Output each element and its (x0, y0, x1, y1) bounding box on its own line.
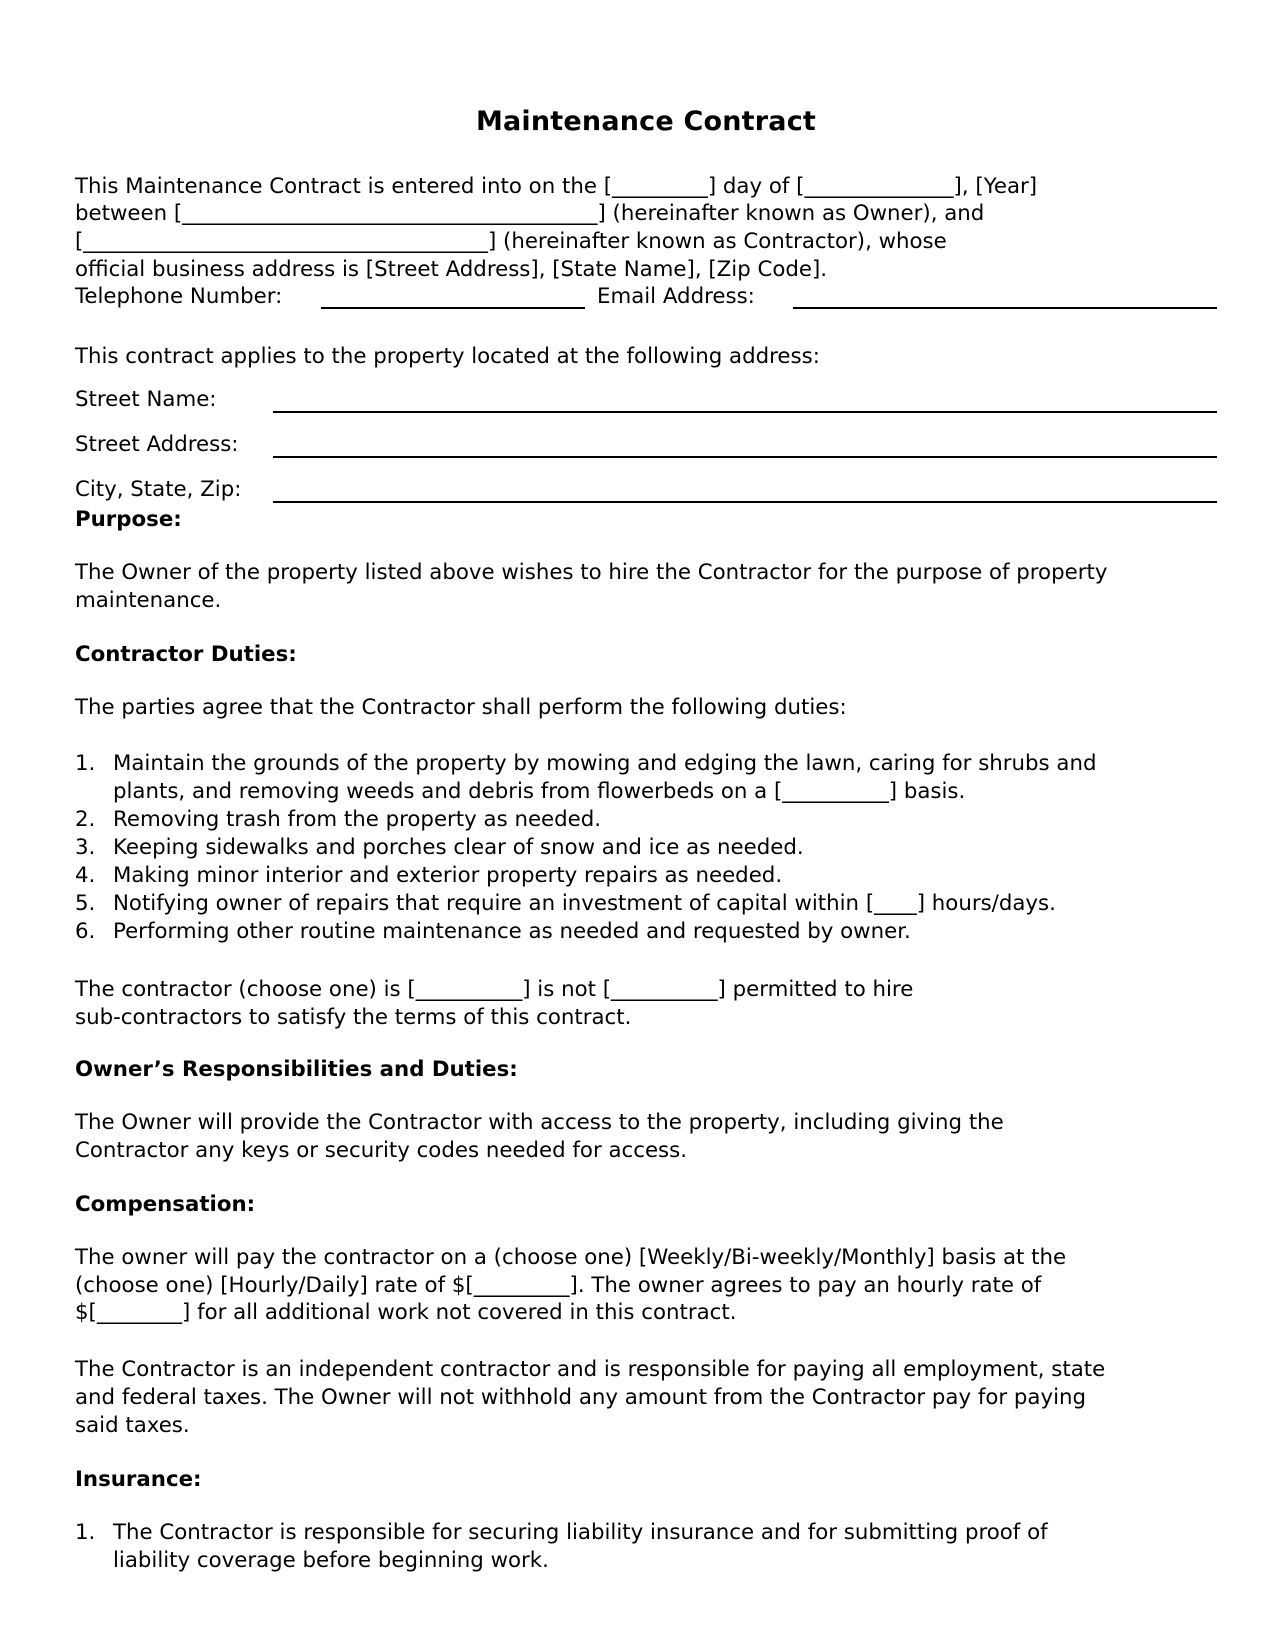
contractor-duties-intro: The parties agree that the Contractor shall perform the following duties: (75, 695, 847, 720)
list-text: The Contractor is responsible for securing liability insurance and for submitting proof of (113, 1520, 1048, 1545)
list-number: 3. (75, 835, 96, 860)
intro-line-1: This Maintenance Contract is entered into on the [_________] day of [______________], [Year] (75, 174, 1038, 199)
city-state-zip-label: City, State, Zip: (75, 477, 242, 502)
intro-line-4: official business address is [Street Address], [State Name], [Zip Code]. (75, 257, 828, 282)
purpose-line-2: maintenance. (75, 588, 222, 613)
intro-line-3: [______________________________________] (hereinafter known as Contractor), whose (75, 229, 947, 254)
city-state-zip-field[interactable] (273, 501, 1217, 503)
list-number: 2. (75, 807, 96, 832)
list-number: 1. (75, 1520, 96, 1545)
list-text-cont: liability coverage before beginning work. (113, 1547, 549, 1573)
telephone-label: Telephone Number: (75, 284, 283, 309)
street-name-row (75, 386, 1217, 414)
street-name-label: Street Name: (75, 387, 217, 412)
list-text: Performing other routine maintenance as needed and requested by owner. (113, 919, 911, 944)
list-number: 5. (75, 891, 96, 916)
compensation-tax-line-1: The Contractor is an independent contractor and is responsible for paying all employment, state (75, 1357, 1106, 1382)
city-state-zip-row (75, 476, 1217, 504)
street-address-row (75, 431, 1217, 459)
property-intro: This contract applies to the property located at the following address: (75, 344, 820, 369)
email-label: Email Address: (597, 284, 755, 309)
list-text: Notifying owner of repairs that require an investment of capital within [____] hours/days. (113, 891, 1056, 916)
street-address-label: Street Address: (75, 432, 239, 457)
email-field[interactable] (793, 307, 1217, 309)
contact-row (75, 283, 1217, 311)
compensation-pay-line-2: (choose one) [Hourly/Daily] rate of $[_________]. The owner agrees to pay an hourly rate of (75, 1273, 1042, 1298)
insurance-heading: Insurance: (75, 1467, 202, 1492)
street-address-field[interactable] (273, 456, 1217, 458)
purpose-line-1: The Owner of the property listed above wishes to hire the Contractor for the purpose of property (75, 560, 1108, 585)
compensation-pay-line-1: The owner will pay the contractor on a (choose one) [Weekly/Bi-weekly/Monthly] basis at the (75, 1245, 1067, 1270)
compensation-tax-line-3: said taxes. (75, 1413, 190, 1438)
list-number: 1. (75, 751, 96, 776)
list-text: Maintain the grounds of the property by mowing and edging the lawn, caring for shrubs and (113, 751, 1097, 776)
document-title: Maintenance Contract (475, 106, 817, 137)
list-text-cont: plants, and removing weeds and debris from flowerbeds on a [__________] basis. (113, 778, 966, 804)
compensation-pay-line-3: $[________] for all additional work not covered in this contract. (75, 1300, 737, 1325)
list-text: Making minor interior and exterior property repairs as needed. (113, 863, 783, 888)
subcontract-line-2: sub-contractors to satisfy the terms of this contract. (75, 1005, 632, 1030)
telephone-field[interactable] (321, 307, 585, 309)
owner-duties-line-2: Contractor any keys or security codes needed for access. (75, 1138, 688, 1163)
list-text: Keeping sidewalks and porches clear of snow and ice as needed. (113, 835, 804, 860)
owner-duties-line-1: The Owner will provide the Contractor with access to the property, including giving the (75, 1110, 1004, 1135)
compensation-heading: Compensation: (75, 1192, 256, 1217)
subcontract-line-1: The contractor (choose one) is [__________] is not [__________] permitted to hire (75, 977, 914, 1002)
list-number: 4. (75, 863, 96, 888)
intro-line-2: between [_______________________________________] (hereinafter known as Owner), and (75, 201, 985, 226)
purpose-heading: Purpose: (75, 507, 182, 532)
compensation-tax-line-2: and federal taxes. The Owner will not withhold any amount from the Contractor pay for paying (75, 1385, 1087, 1410)
owner-duties-heading: Owner’s Responsibilities and Duties: (75, 1057, 518, 1082)
street-name-field[interactable] (273, 411, 1217, 413)
list-text: Removing trash from the property as needed. (113, 807, 602, 832)
contractor-duties-heading: Contractor Duties: (75, 642, 297, 667)
list-number: 6. (75, 919, 96, 944)
